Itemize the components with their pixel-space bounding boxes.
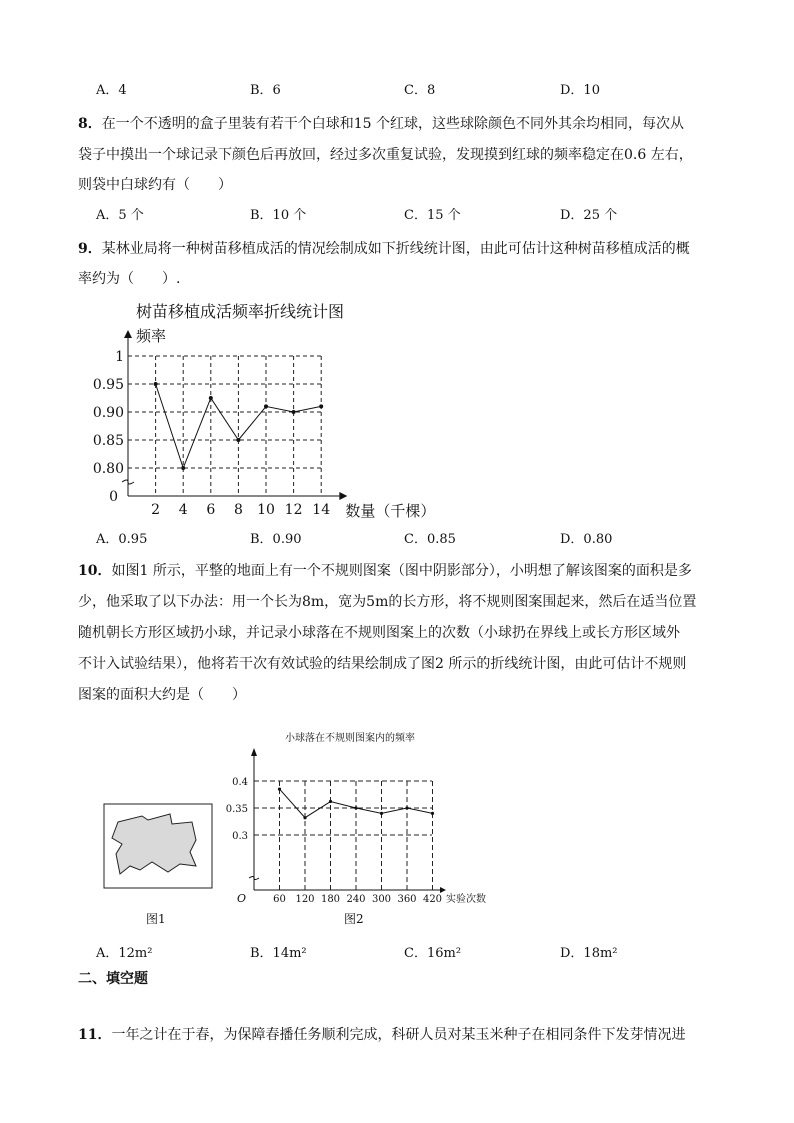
chart1-x-tick-label: 12 — [284, 502, 303, 518]
q8-line-3: 则袋中白球约有（ ） — [78, 177, 232, 193]
q10-line-4: 不计入试验结果），他将若干次有效试验的结果绘制成了图2 所示的折线统计图，由此可估计不规则 — [78, 656, 687, 672]
chart2-x-tick-label: 240 — [346, 894, 366, 905]
q7-option-b: B．6 — [250, 83, 281, 98]
chart1-x-label: 数量（千棵） — [345, 502, 436, 520]
q10-line-3: 随机朝长方形区域扔小球，并记录小球落在不规则图案上的次数（小球扔在界线上或长方形区域外 — [78, 625, 680, 641]
chart2-data-point — [329, 800, 332, 803]
chart1-x-tick-label: 14 — [312, 502, 331, 518]
chart1-x-tick-label: 8 — [233, 502, 243, 518]
chart2-y-tick-label: 0.35 — [225, 804, 248, 815]
chart2-data-point — [405, 806, 408, 809]
chart1-x-tick-label: 6 — [206, 502, 216, 518]
q10-line-5: 图案的面积大约是（ ） — [78, 687, 246, 703]
q7-option-d: D．10 — [560, 83, 600, 98]
chart2-origin-label: O — [236, 892, 246, 905]
figure-2-label: 图2 — [344, 912, 364, 926]
chart2-data-point — [278, 788, 281, 791]
q8-option-c: C．15 个 — [404, 208, 461, 223]
chart1-y-tick-label: 1 — [115, 349, 124, 365]
chart2-x-label: 实验次数 — [446, 894, 486, 905]
chart1-y-tick-label: 0.80 — [92, 461, 124, 477]
chart2-axis-break — [249, 877, 259, 880]
q11-line-1 — [78, 1026, 685, 1044]
chart2-x-tick-label: 300 — [371, 894, 392, 905]
chart2-x-tick-label: 420 — [422, 894, 443, 905]
chart1-x-tick-label: 4 — [178, 502, 188, 518]
chart2-data-point — [354, 806, 357, 809]
q10-number: 10． — [78, 563, 112, 579]
q11-text-1: 一年之计在于春，为保障春播任务顺利完成，科研人员对某玉米种子在相同条件下发芽情况进 — [111, 1027, 686, 1043]
chart2-title: 小球落在不规则图案内的频率 — [285, 733, 415, 744]
q9-number: 9． — [78, 241, 102, 257]
chart1-y-label: 频率 — [136, 327, 167, 345]
chart2-y-tick-label: 0.3 — [232, 831, 248, 842]
q8-number: 8． — [78, 116, 102, 132]
chart1-y-tick-label: 0.85 — [92, 433, 124, 449]
q10-option-d: D．18m² — [560, 946, 618, 961]
chart2-y-tick-label: 0.4 — [232, 777, 248, 788]
q10-option-a: A．12m² — [96, 946, 153, 961]
q10-option-c: C．16m² — [404, 946, 462, 961]
q10-option-b: B．14m² — [250, 946, 307, 961]
q10-line-2: 少，他采取了以下办法：用一个长为8m，宽为5m的长方形，将不规则图案围起来，然后在适当位置 — [78, 594, 697, 610]
q7-option-a: A．4 — [96, 83, 127, 98]
q9-option-d: D．0.80 — [560, 532, 613, 547]
chart2-x-tick-label: 360 — [397, 894, 417, 905]
chart1-origin-label: 0 — [109, 489, 118, 505]
chart2-x-tick-label: 180 — [320, 894, 341, 905]
q8-text-1: 在一个不透明的盒子里装有若干个白球和15 个红球，这些球除颜色不同外其余均相同，每次从 — [101, 116, 685, 132]
q9-option-c: C．0.85 — [404, 532, 456, 547]
chart2-x-axis-arrow — [440, 887, 446, 893]
section-2-title: 二、填空题 — [78, 971, 148, 987]
q9-text-1: 某林业局将一种树苗移植成活的情况绘制成如下折线统计图，由此可估计这种树苗移植成活的概 — [101, 241, 690, 257]
q10-text-1: 如图1 所示，平整的地面上有一个不规则图案（图中阴影部分），小明想了解该图案的面积是多 — [111, 563, 692, 579]
chart2-y-axis-arrow — [251, 748, 257, 756]
q8-option-b: B．10 个 — [250, 208, 307, 223]
chart1-y-tick-label: 0.90 — [92, 405, 124, 421]
figure-1-label: 图1 — [146, 912, 166, 926]
q8-option-d: D．25 个 — [560, 208, 618, 223]
chart2-data-point — [303, 816, 306, 819]
q9-option-a: A．0.95 — [96, 532, 148, 547]
q7-option-c: C．8 — [404, 83, 436, 98]
chart2-x-tick-label: 60 — [273, 894, 286, 905]
q8-line-2: 袋子中摸出一个球记录下颜色后再放回，经过多次重复试验，发现摸到红球的频率稳定在0.6 左右， — [78, 147, 693, 163]
q9-option-b: B．0.90 — [250, 532, 302, 547]
chart2-x-tick-label: 120 — [295, 894, 315, 905]
chart2-data-point — [380, 812, 383, 815]
chart1-title: 树苗移植成活频率折线统计图 — [135, 302, 345, 321]
chart1-x-tick-label: 10 — [257, 502, 275, 518]
q11-number: 11． — [78, 1027, 112, 1043]
chart1-y-tick-label: 0.95 — [92, 377, 124, 393]
q8-option-a: A．5 个 — [96, 208, 144, 223]
q9-line-2: 率约为（ ）. — [78, 271, 181, 287]
chart2-data-point — [431, 812, 434, 815]
chart1-x-tick-label: 2 — [151, 502, 161, 518]
